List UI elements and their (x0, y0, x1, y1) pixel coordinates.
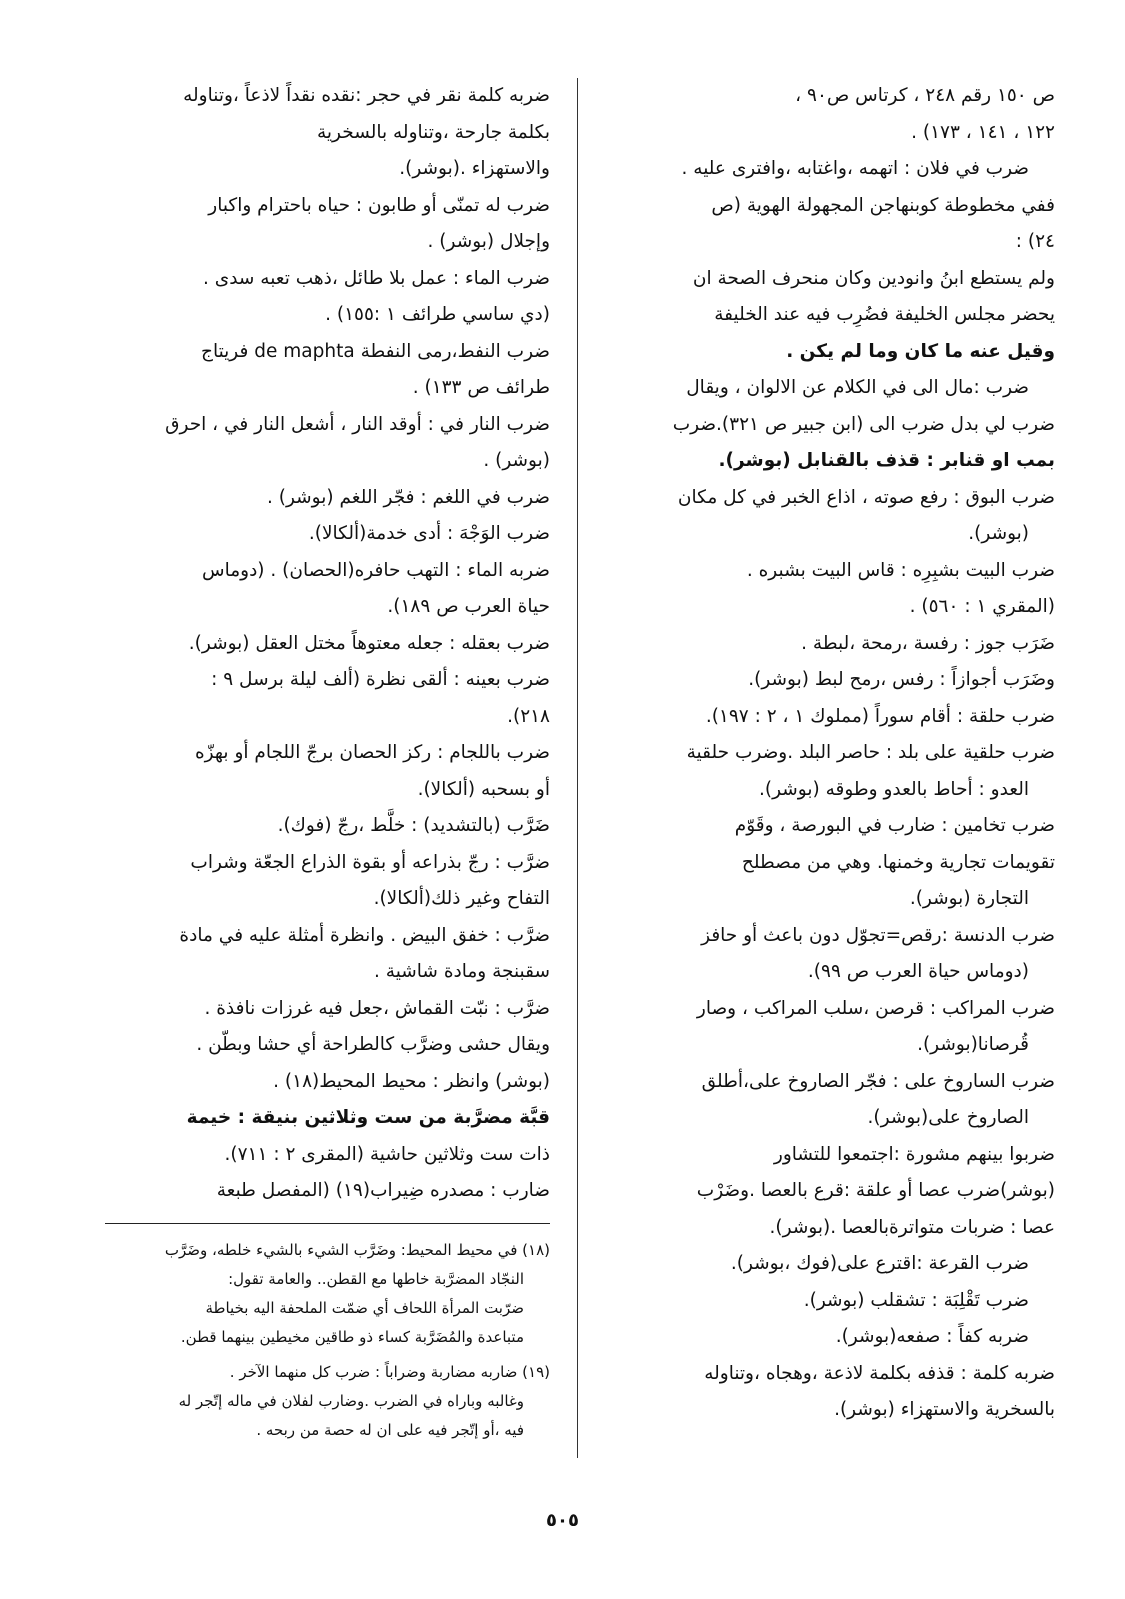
text-line: وضَرَب أجوازاً : رفس ،رمح لبط (بوشر). (748, 669, 1055, 690)
text-line: ٢١٨). (507, 705, 550, 727)
footnote-line: ضرّبت المرأة اللحاف أي ضمّت الملحفة اليه بخياطة (205, 1299, 524, 1317)
text-line: ضربه كلمة : قذفه بكلمة لاذعة ،وهجاه ،وتناوله (704, 1362, 1055, 1384)
text-line: ضرب البوق : رفع صوته ، اذاع الخبر في كل مكان (677, 486, 1055, 508)
text-line: ص ١٥٠ رقم ٢٤٨ ، كرتاس ص٩٠ ، (795, 85, 1055, 106)
text-line: ضرب تخامين : ضارب في البورصة ، وقَوّم (734, 815, 1055, 836)
text-line: ضارب : مصدره ضِيراب(١٩) (المفصل طبعة (216, 1180, 550, 1201)
text-line: ويقال حشى وضرَّب كالطراحة أي حشا وبطّن . (196, 1034, 550, 1055)
text-line: الصاروخ على(بوشر). (867, 1107, 1029, 1128)
text-line: ضَرَّب (بالتشديد) : خلَّط ،رجّ (فوك). (277, 815, 550, 836)
text-line: والاستهزاء .(بوشر). (399, 158, 550, 179)
text-line: ضرب حلقية على بلد : حاصر البلد .وضرب حلقية (686, 742, 1055, 763)
text-line: عصا : ضربات متواترةبالعصا .(بوشر). (769, 1216, 1055, 1238)
text-line: ضربه كلمة نقر في حجر :نقده نقداً لاذعاً ،وتناوله (183, 85, 550, 106)
text-line: ضرب تَقْلِبَة : تشقلب (بوشر). (803, 1289, 1029, 1311)
footnote-line: وغالبه وباراه في الضرب .وضارب لفلان في ماله إتّجر له (178, 1392, 524, 1410)
text-line: بالسخرية والاستهزاء (بوشر). (834, 1399, 1055, 1420)
footnote-line: النجّاد المضرَّبة خاطها مع القطن.. والعامة تقول: (228, 1270, 524, 1288)
text-line: ضربوا بينهم مشورة :اجتمعوا للتشاور (773, 1143, 1055, 1165)
text-line: بمب او قنابر : قذف بالقنابل (بوشر). (718, 450, 1055, 471)
text-line: ضرَّب : خفق البيض . وانظرة أمثلة عليه في مادة (179, 924, 550, 946)
footnote-19 (105, 1358, 550, 1445)
page-number: ٥٠٥ (546, 1510, 579, 1531)
footnote-separator (105, 1223, 550, 1224)
footnote-line: فيه ،أو إتّجر فيه على ان له حصة من ربحه . (256, 1421, 524, 1439)
text-line: ضَرَب جوز : رفسة ،رمحة ،لبطة . (801, 632, 1055, 654)
text-line: سقبنجة ومادة شاشية . (374, 961, 550, 982)
text-line: وقيل عنه ما كان وما لم يكن . (786, 340, 1055, 362)
column-divider (577, 78, 578, 1458)
text-line: (المقري ١ : ٥٦٠) . (909, 596, 1055, 617)
text-line: ضرب في اللغم : فجّر اللغم (بوشر) . (267, 486, 550, 508)
text-line: طرائف ص ١٣٣) . (412, 377, 550, 398)
text-line: ضرب لي بدل ضرب الى (ابن جبير ص ٣٢١).ضرب (672, 413, 1055, 435)
text-line: ضربه كفاً : صفعه(بوشر). (835, 1326, 1029, 1347)
text-line: (بوشر)ضرب عصا أو علقة :قرع بالعصا .وضَرْب (696, 1180, 1055, 1201)
text-line: العدو : أحاط بالعدو وطوقه (بوشر). (758, 778, 1029, 800)
left-column (105, 78, 550, 1210)
text-line: التجارة (بوشر). (909, 888, 1029, 909)
text-line: أو بسحبه (ألكالا). (417, 778, 550, 800)
text-line: ضرب الوَجْهَ : أدى خدمة(ألكالا). (308, 523, 550, 544)
text-line: التفاح وغير ذلك(ألكالا). (373, 888, 550, 909)
text-line: يحضر مجلس الخليفة فضُرِب فيه عند الخليفة (714, 304, 1055, 325)
text-line: ١٢٢ ، ١٤١ ، ١٧٣) . (911, 121, 1055, 143)
footnote-18 (105, 1236, 550, 1352)
text-line: حياة العرب ص ١٨٩). (387, 596, 550, 617)
text-line: ضرب الدنسة :رقص=تجوّل دون باعث أو حافز (701, 924, 1055, 946)
text-line: (بوشر) . (483, 450, 550, 471)
text-line: ففي مخطوطة كوبنهاجن المجهولة الهوية (ص (711, 194, 1055, 216)
text-line: تقويمات تجارية وخمنها. وهي من مصطلح (741, 851, 1055, 873)
text-line: ضرب بعينه : ألقى نظرة (ألف ليلة برسل ٩ : (211, 669, 550, 690)
text-line: (دي ساسي طرائف ١ :١٥٥) . (325, 304, 550, 325)
text-line: قُرصانا(بوشر). (917, 1034, 1029, 1055)
text-line: (بوشر) وانظر : محيط المحيط(١٨) . (273, 1070, 550, 1092)
text-line: ضرب له تمنّى أو طابون : حياه باحترام واكبار (208, 194, 550, 216)
text-line: ولم يستطع ابنُ وانودين وكان منحرف الصحة ان (692, 267, 1055, 289)
right-column (600, 78, 1055, 1429)
text-line: ضرب القرعة :اقترع على(فوك ،بوشر). (730, 1253, 1029, 1274)
text-line: ٢٤) : (1015, 231, 1055, 252)
text-line: ضرَّب : رجّ بذراعه أو بقوة الذراع الجعّة وشراب (190, 851, 550, 873)
text-line: ضرب البيت بشبِرِه : قاس البيت بشبره . (746, 559, 1055, 581)
text-line: ضرب الساروخ على : فجّر الصاروخ على،أطلق (701, 1070, 1055, 1092)
footnote-line: متباعدة والمُضَرَّبة كساء ذو طاقين مخيطين بينهما قطن. (180, 1328, 524, 1346)
text-line: ضرب بعقله : جعله معتوهاً مختل العقل (بوشر). (188, 632, 550, 654)
text-line: ضرب المراكب : قرصن ،سلب المراكب ، وصار (696, 997, 1055, 1019)
text-line: ضرب حلقة : أقام سوراً (مملوك ١ ، ٢ : ١٩٧). (705, 705, 1055, 727)
text-line: ضرب :مال الى في الكلام عن الالوان ، ويقال (686, 377, 1029, 398)
text-line: ضرب في فلان : اتهمه ،واغتابه ،وافترى عليه . (681, 158, 1029, 179)
text-line: قبَّة مضرَّبة من ست وثلاثين بنيقة : خيمة (186, 1107, 550, 1128)
text-line: بكلمة جارحة ،وتناوله بالسخرية (316, 121, 550, 143)
text-line: ذات ست وثلاثين حاشية (المقرى ٢ : ٧١١). (224, 1143, 550, 1165)
text-line: ضرب الماء : عمل بلا طائل ،ذهب تعبه سدى . (202, 267, 550, 289)
text-line: وإجلال (بوشر) . (427, 231, 550, 252)
text-line: ضرب النفط،رمى النفطة de maphta فريتاج (201, 340, 550, 362)
text-line: ضرب باللجام : ركز الحصان برجّ اللجام أو بهزّه (194, 742, 550, 763)
footnotes (105, 1236, 550, 1451)
footnote-line: (١٩) ضاربه مضاربة وضراباً : ضرب كل منهما الآخر . (229, 1363, 550, 1381)
text-line: (دوماس حياة العرب ص ٩٩). (807, 961, 1029, 982)
text-line: ضربه الماء : التهب حافره(الحصان) . (دوماس (202, 559, 550, 581)
text-line: (بوشر). (968, 523, 1029, 544)
text-line: ضرب النار في : أوقد النار ، أشعل النار في ، احرق (165, 413, 550, 435)
text-line: ضرَّب : نبّت القماش ،جعل فيه غرزات نافذة . (204, 997, 550, 1019)
footnote-line: (١٨) في محيط المحيط: وضَرَّب الشيء بالشيء خلطه، وضَرَّب (164, 1241, 550, 1259)
